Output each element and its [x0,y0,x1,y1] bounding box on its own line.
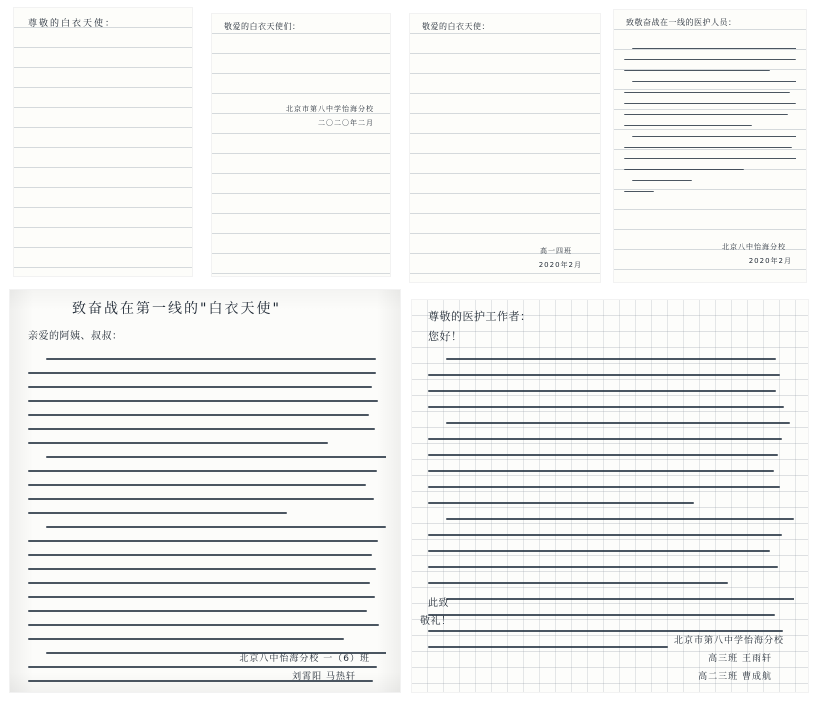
letter-heading: 敬爱的白衣天使们： [224,22,301,31]
letter-greeting: 您好！ [428,330,463,343]
letter-signature: 高一四班 [540,247,572,255]
handwritten-body [28,348,386,692]
letter-heading: 致敬奋战在一线的医护人员： [626,18,737,27]
letter-sheet-top-4 [614,10,806,282]
letter-sheet-top-3 [410,14,600,282]
letter-signature-org: 北京市第八中学怡海分校 [673,636,784,646]
letter-signature-names: 刘霄阳 马热轩 [292,672,356,682]
handwritten-body [22,38,184,254]
letter-date: 2020年2月 [538,261,582,269]
letter-date: 2020年2月 [748,257,792,265]
handwritten-body [222,38,380,98]
letter-title: 致奋战在第一线的"白衣天使" [72,301,281,317]
letter-closing-1: 此致 [428,597,449,609]
letter-heading: 尊敬的医护工作者： [428,310,532,323]
handwritten-body [420,60,590,270]
letter-closing-2: 敬礼！ [420,615,452,627]
letter-sheet-top-1 [14,8,192,276]
letter-sheet-bottom-right [412,300,808,692]
handwritten-body [624,38,796,192]
letter-sheet-top-2 [212,14,390,276]
letter-signature-class-2: 高二三班 曹成航 [698,672,772,682]
handwritten-body [428,348,794,652]
letter-sheet-bottom-left [10,290,400,692]
letter-heading: 尊敬的白衣天使： [28,19,117,29]
letter-signature: 北京市第八中学怡海分校 [286,105,374,113]
letter-date: 二〇二〇年二月 [318,119,374,127]
letter-signature-org: 北京八中怡海分校 一（6）班 [239,654,370,664]
letter-heading: 亲爱的阿姨、叔叔： [28,331,123,342]
letter-heading: 敬爱的白衣天使： [422,22,490,31]
letter-signature-class-1: 高三班 王雨轩 [708,654,772,664]
letter-signature: 北京八中怡海分校 [722,243,786,251]
